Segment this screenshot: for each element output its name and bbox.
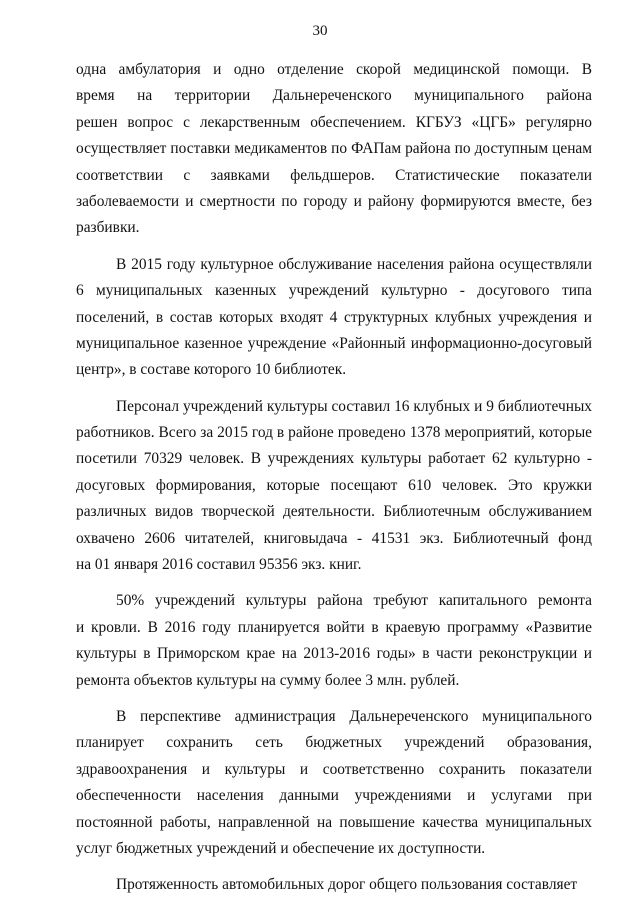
paragraph-line: Протяженность автомобильных дорог общего пользования составляет xyxy=(116,876,578,894)
paragraph-line: муниципальное казенное учреждение «Районный информационно-досуговый xyxy=(76,334,592,352)
paragraph-line: охвачено 2606 читателей, книговыдача - 41531 экз. Библиотечный фонд xyxy=(76,529,592,547)
paragraph xyxy=(76,704,592,862)
paragraph-line: постоянной работы, направленной на повышение качества муниципальных xyxy=(76,813,592,831)
paragraph-line: обеспеченности населения данными учреждениями и услугами при xyxy=(76,787,592,805)
paragraph-line: Персонал учреждений культуры составил 16 клубных и 9 библиотечных xyxy=(116,397,592,415)
paragraph-line: В 2015 году культурное обслуживание населения района осуществляли xyxy=(116,255,592,273)
paragraph-line: решен вопрос с лекарственным обеспечением. КГБУЗ «ЦГБ» регулярно xyxy=(76,113,592,131)
paragraph xyxy=(76,57,592,242)
paragraph-line: ремонта объектов культуры на сумму более 3 млн. рублей. xyxy=(76,671,460,689)
paragraph xyxy=(76,394,592,579)
paragraph-gap xyxy=(76,242,592,252)
page-number: 30 xyxy=(312,23,328,39)
paragraph-line: здравоохранения и культуры и соответственно сохранить показатели xyxy=(76,760,592,778)
paragraph-gap xyxy=(76,384,592,394)
paragraph xyxy=(76,872,592,898)
paragraph-line: осуществляет поставки медикаментов по ФАПам района по доступным ценам xyxy=(76,140,592,158)
paragraph xyxy=(76,252,592,384)
document-body xyxy=(76,57,592,899)
paragraph-line: на 01 января 2016 составил 95356 экз. книг. xyxy=(76,556,362,574)
paragraph-line: планирует сохранить сеть бюджетных учреждений образования, xyxy=(76,734,592,752)
paragraph-line: поселений, в состав которых входят 4 структурных клубных учреждения и xyxy=(76,308,592,326)
paragraph-line: соответствии с заявками фельдшеров. Статистические показатели xyxy=(76,166,592,184)
paragraph-gap xyxy=(76,862,592,872)
paragraph-line: 50% учреждений культуры района требуют капитального ремонта xyxy=(116,592,592,610)
paragraph-line: посетили 70329 человек. В учреждениях культуры работает 62 культурно - xyxy=(76,450,592,468)
paragraph-line: заболеваемости и смертности по городу и району формируются вместе, без xyxy=(76,192,592,210)
paragraph-line: одна амбулатория и одно отделение скорой медицинской помощи. В xyxy=(76,61,592,78)
paragraph-line: досуговых формирования, которые посещают 610 человек. Это кружки xyxy=(76,476,592,494)
paragraph-line: различных видов творческой деятельности. Библиотечным обслуживанием xyxy=(76,503,592,521)
paragraph xyxy=(76,588,592,694)
paragraph-line: работников. Всего за 2015 год в районе проведено 1378 мероприятий, которые xyxy=(76,424,592,442)
paragraph-line: центр», в составе которого 10 библиотек. xyxy=(76,361,347,379)
paragraph-line: В перспективе администрация Дальнереченского муниципального xyxy=(116,707,592,725)
paragraph-line: 6 муниципальных казенных учреждений культурно - досугового типа xyxy=(76,282,592,300)
paragraph-line: и кровли. В 2016 году планируется войти в краевую программу «Развитие xyxy=(76,618,592,636)
paragraph-line: услуг бюджетных учреждений и обеспечение их доступности. xyxy=(76,839,486,857)
paragraph-line: культуры в Приморском крае на 2013-2016 годы» в части реконструкции и xyxy=(76,645,592,663)
paragraph-line: разбивки. xyxy=(76,219,140,237)
paragraph-gap xyxy=(76,694,592,704)
paragraph-line: время на территории Дальнереченского муниципального района xyxy=(76,87,592,105)
paragraph-gap xyxy=(76,578,592,588)
